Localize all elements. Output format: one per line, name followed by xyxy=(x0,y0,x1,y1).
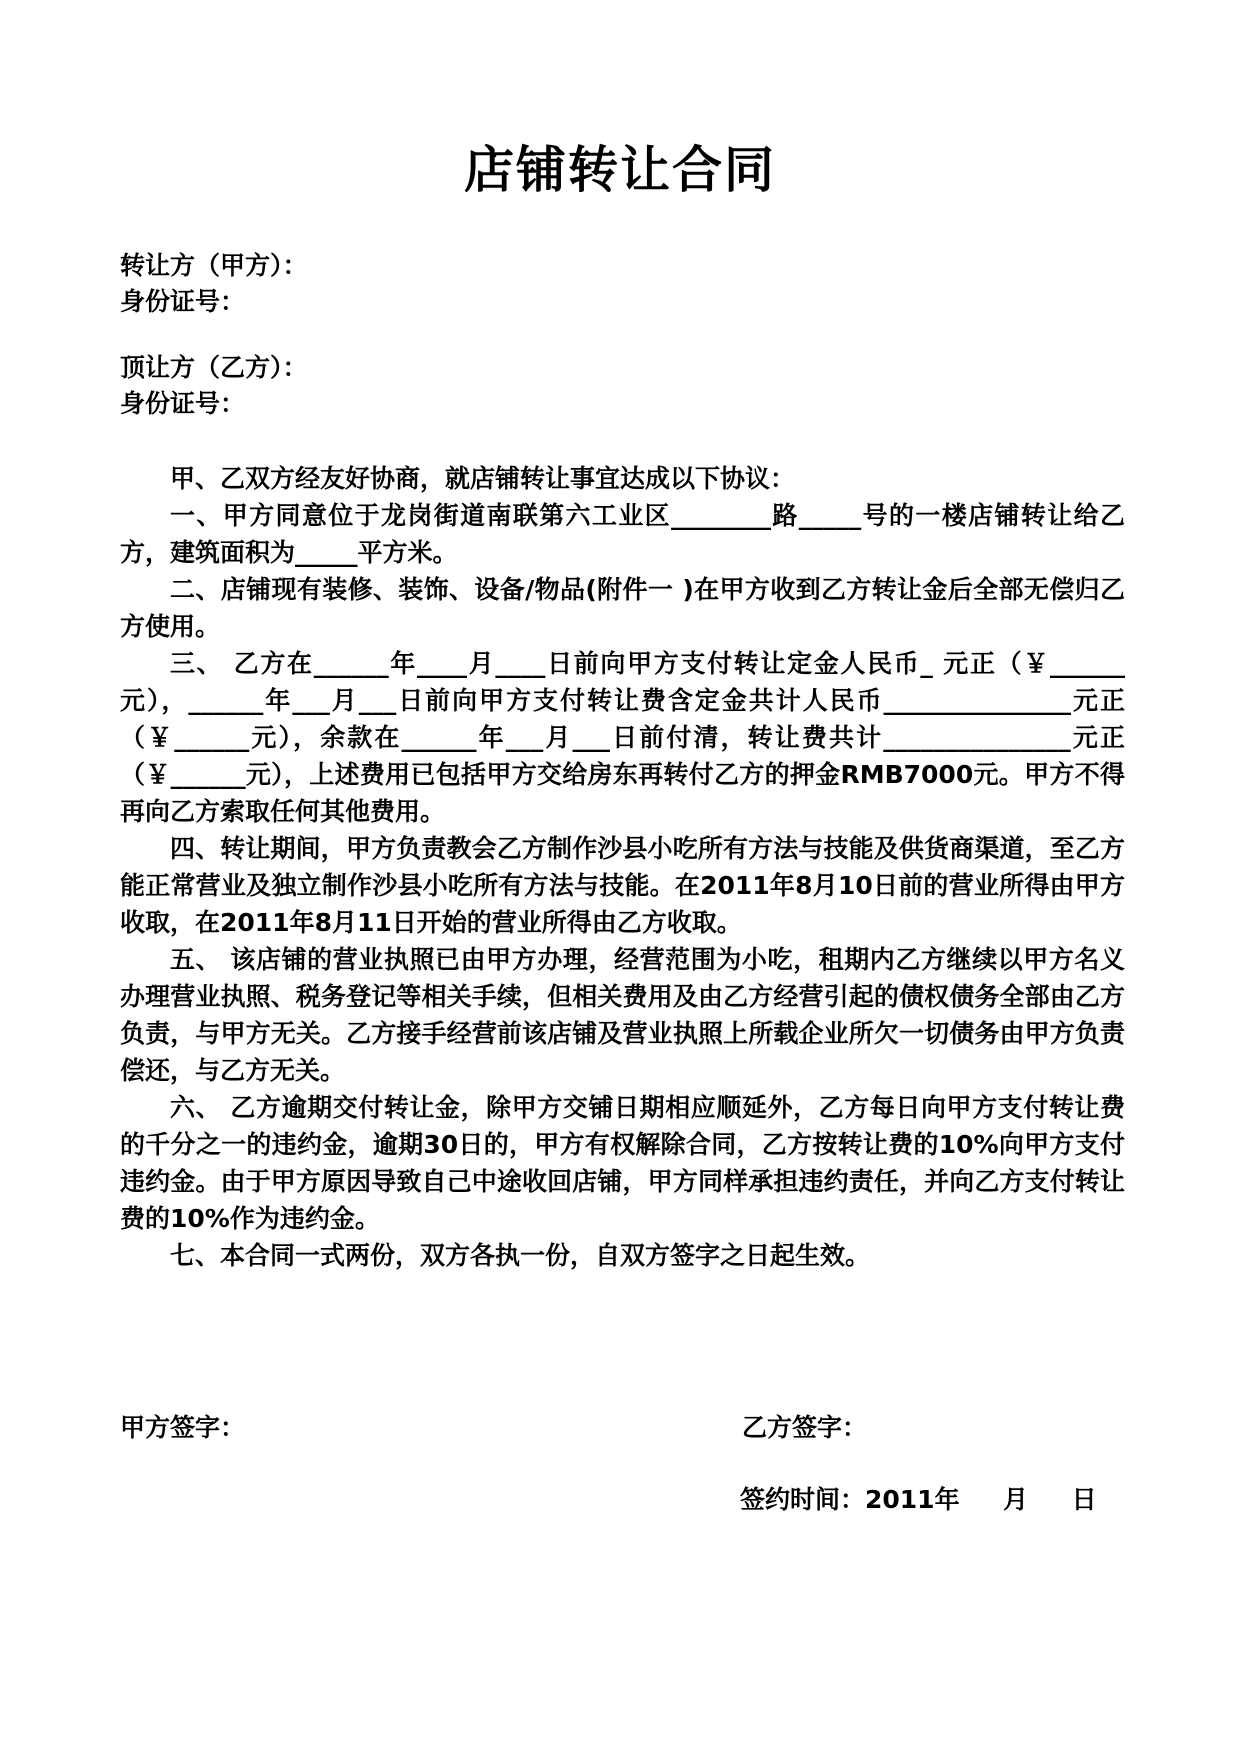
clause-2: 二、店铺现有装修、装饰、设备/物品(附件一 )在甲方收到乙方转让金后全部无偿归乙方使用。 xyxy=(120,575,1125,641)
document-title: 店铺转让合同 xyxy=(464,141,776,199)
party-a-block xyxy=(120,248,308,320)
party-b-label: 顶让方（乙方）： xyxy=(120,353,308,382)
clause-1: 一、甲方同意位于龙岗街道南联第六工业区________路_____号的一楼店铺转让给乙方，建筑面积为_____平方米。 xyxy=(120,501,1125,567)
clause-3: 三、 乙方在______年____月____日前向甲方支付转让定金人民币_ 元正（￥______元），______年___月___日前向甲方支付转让费含定金共计人民币_______________元正（￥______元），余款在______年___月___日前付清，转让费共计_______________元正（￥______元），上述费用已包括甲方交给房东再转付乙方的押金RMB7000元。甲方不得再向乙方索取任何其他费用。 xyxy=(120,649,1125,826)
contract-body xyxy=(120,460,1125,1274)
clause-4: 四、转让期间，甲方负责教会乙方制作沙县小吃所有方法与技能及供货商渠道，至乙方能正常营业及独立制作沙县小吃所有方法与技能。在2011年8月10日前的营业所得由甲方收取，在2011年8月11日开始的营业所得由乙方收取。 xyxy=(120,834,1125,937)
signature-party-b: 乙方签字： xyxy=(742,1413,868,1442)
paragraph-intro: 甲、乙双方经友好协商，就店铺转让事宜达成以下协议： xyxy=(170,464,796,493)
party-a-label: 转让方（甲方）： xyxy=(120,251,308,280)
clause-7: 七、本合同一式两份，双方各执一份，自双方签字之日起生效。 xyxy=(170,1241,871,1270)
party-b-id-label: 身份证号： xyxy=(120,389,246,418)
party-a-id-label: 身份证号： xyxy=(120,287,246,316)
clause-6: 六、 乙方逾期交付转让金，除甲方交铺日期相应顺延外，乙方每日向甲方支付转让费的千分之一的违约金，逾期30日的，甲方有权解除合同，乙方按转让费的10%向甲方支付违约金。由于甲方原因导致自己中途收回店铺，甲方同样承担违约责任，并向乙方支付转让费的10%作为违约金。 xyxy=(120,1093,1125,1233)
party-b-block xyxy=(120,350,308,422)
signature-party-a: 甲方签字： xyxy=(120,1413,246,1442)
sign-date: 签约时间：2011年 月 日 xyxy=(740,1485,1097,1514)
clause-5: 五、 该店铺的营业执照已由甲方办理，经营范围为小吃，租期内乙方继续以甲方名义办理营业执照、税务登记等相关手续，但相关费用及由乙方经营引起的债权债务全部由乙方负责，与甲方无关。乙方接手经营前该店铺及营业执照上所载企业所欠一切债务由甲方负责偿还，与乙方无关。 xyxy=(120,945,1125,1085)
